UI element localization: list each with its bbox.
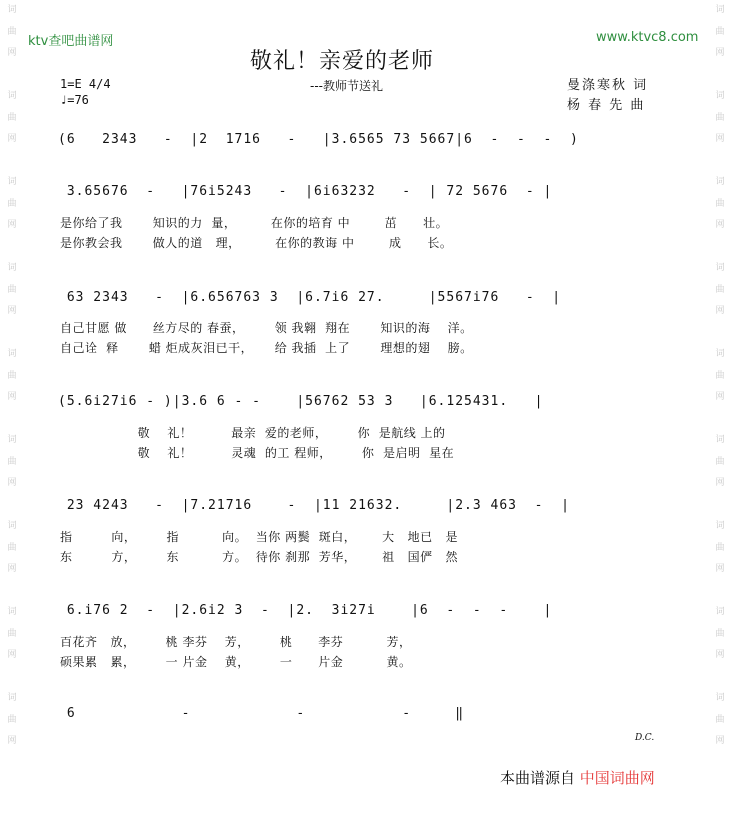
notation-row-2: 3.65676 - |76i5243 - |6i63232 - | 72 5676 - |	[58, 184, 553, 199]
side-watermark-right-text: 词 曲 网 词 曲 网 词 曲 网 词 曲 网 词 曲 网 词 曲 网 词 曲 网 词 曲 网 词 曲 网	[715, 5, 725, 746]
watermark-site-left: ktv查吧曲谱网	[28, 34, 114, 49]
credits-block	[567, 76, 648, 116]
lyric-row-5-verse-2: 东 方， 东 方。 待你 刹那 芳华， 祖 国俨 然	[60, 550, 459, 564]
lyric-row-6-verse-1: 百花齐 放， 桃 李芬 芳， 桃 李芬 芳，	[60, 635, 412, 649]
side-watermark-right	[712, 0, 728, 753]
notation-row-4: (5.6i27i6 - )|3.6 6 - - |56762 53 3 |6.125431. |	[58, 394, 544, 409]
lyric-row-5-verse-1: 指 向， 指 向。 当你 两鬓 斑白， 大 地已 是	[60, 530, 459, 544]
lyric-row-6-verse-2: 硕果累 累， 一 片金 黄， 一 片金 黄。	[60, 655, 412, 669]
notation-row-3: 63 2343 - |6.656763 3 |6.7i6 27. |5567i76 - |	[58, 290, 562, 305]
notation-row-1: (6 2343 - |2 1716 - |3.6565 73 5667|6 - - - )	[58, 132, 579, 147]
notation-row-6: 6.i76 2 - |2.6i2 3 - |2. 3i27i |6 - - - |	[58, 603, 553, 618]
lyric-row-4-verse-2: 敬 礼！ 灵魂 的工 程师， 你 是启明 星在	[60, 446, 455, 460]
watermark-site-right: www.ktvc8.com	[596, 30, 699, 45]
song-subtitle: ---教师节送礼	[310, 79, 383, 93]
lyricist: 曼涤寒秋 词	[567, 78, 649, 93]
lyric-row-3-verse-1: 自己甘愿 做 丝方尽的 春蚕， 领 我翱 翔在 知识的海 洋。	[60, 321, 473, 335]
source-line	[500, 767, 655, 788]
lyric-row-4-verse-1: 敬 礼！ 最亲 爱的老师， 你 是航线 上的	[60, 426, 446, 440]
key-signature: 1=E 4/4	[60, 77, 111, 91]
key-tempo-block	[60, 76, 111, 108]
composer: 杨 春 先 曲	[567, 98, 646, 113]
source-site-link[interactable]: 中国词曲网	[579, 769, 655, 787]
tempo-marking: ♩=76	[60, 93, 89, 107]
source-prefix: 本曲谱源自	[500, 769, 576, 787]
lyric-row-2-verse-2: 是你教会我 做人的道 理， 在你的教诲 中 成 长。	[60, 236, 453, 250]
notation-row-7: 6 - - - ‖	[58, 706, 465, 721]
side-watermark-left-text: 词 曲 网 词 曲 网 词 曲 网 词 曲 网 词 曲 网 词 曲 网 词 曲 网 词 曲 网 词 曲 网	[7, 5, 17, 746]
da-capo-marking: D.C.	[635, 733, 655, 743]
lyric-row-3-verse-2: 自己诠 释 蜡 炬成灰泪已干， 给 我插 上了 理想的翅 膀。	[60, 341, 473, 355]
lyric-row-2-verse-1: 是你给了我 知识的力 量， 在你的培育 中 茁 壮。	[60, 216, 449, 230]
notation-row-5: 23 4243 - |7.21716 - |11 21632. |2.3 463 - |	[58, 498, 570, 513]
side-watermark-left	[4, 0, 20, 753]
song-title: 敬礼！亲爱的老师	[250, 49, 435, 74]
